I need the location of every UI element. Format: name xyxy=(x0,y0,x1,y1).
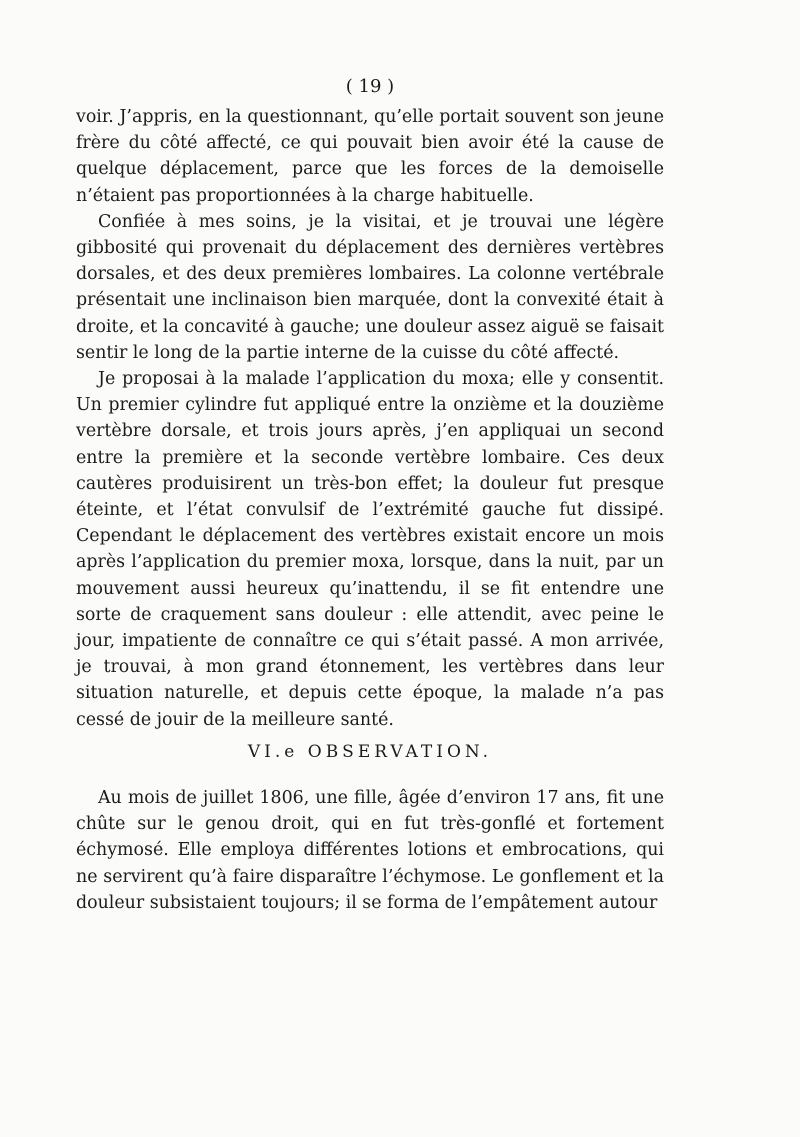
page-text-block xyxy=(76,70,664,916)
paragraph-2: Confiée à mes soins, je la visitai, et je trouvai une légère gibbosité qui provenait du déplacement des dernières vertèbres dorsales, et des deux premières lombaires. La colonne vertébrale présentait une inclinaison bien marquée, dont la convexité était à droite, et la concavité à gauche; une douleur assez aiguë se faisait sentir le long de la partie interne de la cuisse du côté affecté. xyxy=(76,211,664,363)
paragraph-3: Je proposai à la malade l’application du moxa; elle y consentit. Un premier cylindre fut appliqué entre la onzième et la douzième vertèbre dorsale, et trois jours après, j’en appliquai un second entre la première et la seconde vertèbre lombaire. Ces deux cautères produisirent un très-bon effet; la douleur fut presque éteinte, et l’état convulsif de l’extrémité gauche fut dissipé. Cependant le déplacement des vertèbres existait encore un mois après l’application du premier moxa, lorsque, dans la nuit, par un mouvement aussi heureux qu’inattendu, il se fit entendre une sorte de craquement sans douleur : elle attendit, avec peine le jour, impatiente de connaître ce qui s’était passé. A mon arrivée, je trouvai, à mon grand étonnement, les vertèbres dans leur situation naturelle, et depuis cette époque, la malade n’a pas cessé de jouir de la meilleure santé. xyxy=(76,369,664,730)
paragraph-4: Au mois de juillet 1806, une fille, âgée d’environ 17 ans, fit une chûte sur le genou droit, qui en fut très-gonflé et fortement échymosé. Elle employa différentes lotions et embrocations, qui ne servirent qu’à faire disparaître l’échymose. Le gonflement et la douleur subsistaient toujours; il se forma de l’empâtement autour xyxy=(76,788,664,913)
paragraph-1: voir. J’appris, en la questionnant, qu’elle portait souvent son jeune frère du côté affecté, ce qui pouvait bien avoir été la cause de quelque déplacement, parce que les forces de la demoiselle n’étaient pas proportionnées à la charge habituelle. xyxy=(76,107,664,206)
page-number: ( 19 ) xyxy=(345,76,395,97)
section-heading: VI.e OBSERVATION. xyxy=(247,741,493,762)
